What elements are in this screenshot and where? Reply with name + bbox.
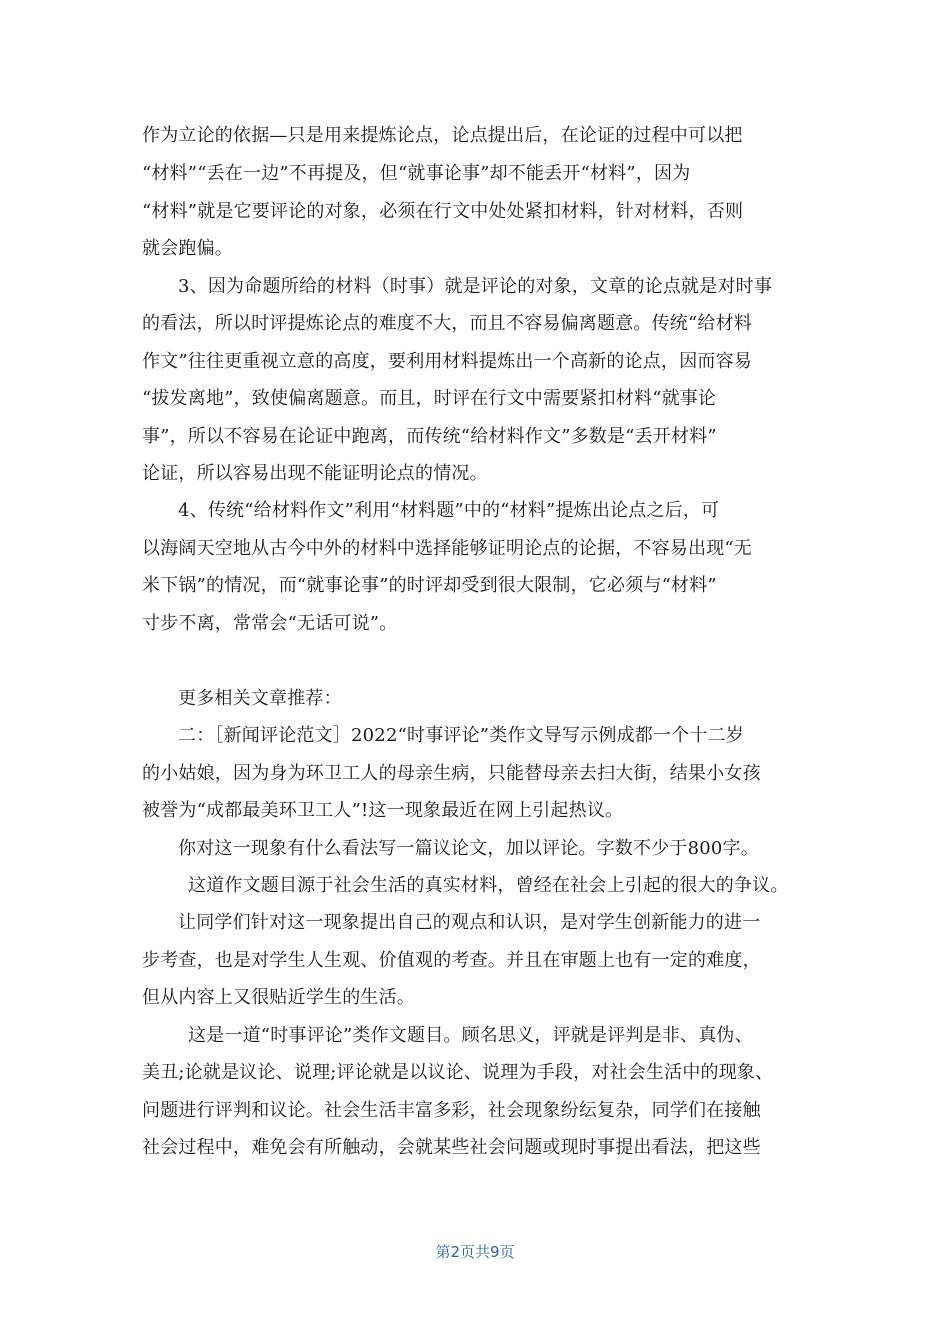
text-line: 以海阔天空地从古今中外的材料中选择能够证明论点的论据，不容易出现“无 [142,538,752,559]
page-number: 第2页共9页 [435,1243,515,1261]
text-line: 就会跑偏。 [142,238,233,259]
text-line: 社会过程中，难免会有所触动，会就某些社会问题或现时事提出看法，把这些 [142,1137,761,1158]
text-line: 让同学们针对这一现象提出自己的观点和认识，是对学生创新能力的进一 [178,912,761,933]
text-line: 4、传统“给材料作文”利用“材料题”中的“材料”提炼出论点之后，可 [178,500,720,521]
text-line: 的看法，所以时评提炼论点的难度不大，而且不容易偏离题意。传统“给材料 [142,313,752,334]
text-line: 3、因为命题所给的材料（时事）就是评论的对象，文章的论点就是对时事 [178,276,773,297]
text-line: “拔发离地”，致使偏离题意。而且，时评在行文中需要紧扣材料“就事论 [142,388,717,409]
text-line: 这道作文题目源于社会生活的真实材料，曾经在社会上引起的很大的争议。 [188,875,789,896]
section-heading: 更多相关文章推荐： [178,688,342,709]
text-line: 论证，所以容易出现不能证明论点的情况。 [142,463,488,484]
text-line: 二：［新闻评论范文］2022“时事评论”类作文导写示例成都一个十二岁 [178,725,745,746]
text-line: 的小姑娘，因为身为环卫工人的母亲生病，只能替母亲去扫大街，结果小女孩 [142,763,761,784]
text-line: 但从内容上又很贴近学生的生活。 [142,987,415,1008]
text-line: 美丑;论就是议论、说理;评论就是以议论、说理为手段，对社会生活中的现象、 [142,1062,774,1083]
text-line: 事”，所以不容易在论证中跑离，而传统“给材料作文”多数是“丢开材料” [142,426,717,447]
text-line: 你对这一现象有什么看法写一篇议论文，加以评论。字数不少于800字。 [178,838,759,859]
text-line: “材料”“丢在一边”不再提及，但“就事论事”却不能丢开“材料”，因为 [142,163,691,184]
text-line: 寸步不离，常常会“无话可说”。 [142,613,398,634]
text-line: 被誉为“成都最美环卫工人”!这一现象最近在网上引起热议。 [142,800,624,821]
text-line: 米下锅”的情况，而“就事论事”的时评却受到很大限制，它必须与“材料” [142,575,717,596]
text-line: “材料”就是它要评论的对象，必须在行文中处处紧扣材料，针对材料，否则 [142,201,744,222]
text-line: 作文”往往更重视立意的高度，要利用材料提炼出一个高新的论点，因而容易 [142,351,752,372]
text-line: 问题进行评判和议论。社会生活丰富多彩，社会现象纷纭复杂，同学们在接触 [142,1100,761,1121]
text-line: 步考查，也是对学生人生观、价值观的考查。并且在审题上也有一定的难度， [142,950,761,971]
text-line: 作为立论的依据—只是用来提炼论点，论点提出后，在论证的过程中可以把 [142,125,743,146]
text-line: 这是一道“时事评论”类作文题目。顾名思义，评就是评判是非、真伪、 [188,1025,753,1046]
